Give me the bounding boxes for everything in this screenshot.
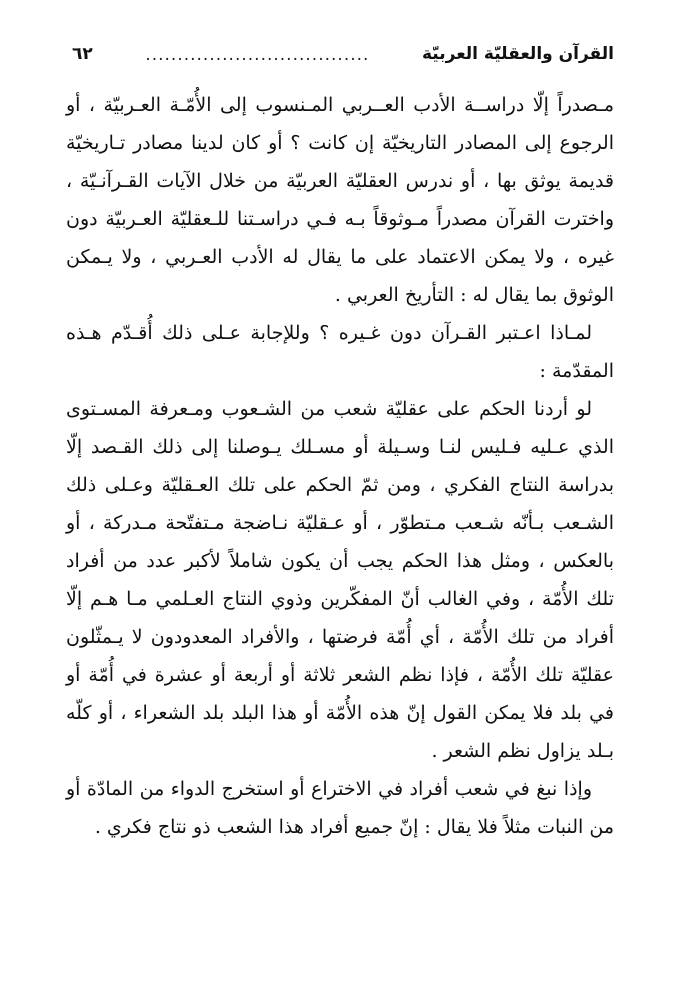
page-header — [66, 30, 614, 64]
paragraph-4: وإذا نبغ في شعب أفراد في الاختراع أو استخرج الدواء من المادّة أو من النبات مثلاً فلا يقال : إنّ جميع أفراد هذا الشعب ذو نتاج فكري . — [66, 778, 614, 838]
paragraph-2: لمـاذا اعـتبر القـرآن دون غـيره ؟ وللإجابة عـلى ذلك أُقـدّم هـذه المقدّمة : — [66, 322, 614, 382]
body-text — [66, 86, 614, 846]
paragraph-1: مـصدراً إلّا دراســة الأدب العــربي المـنسوب إلى الأُمّـة العـربيّة ، أو الرجوع إلى المصادر التاريخيّة إن كانت ؟ أو كان لدينا مصادر تـاريخيّة قديمة يوثق بها ، أو ندرس العقليّة العربيّة من خلال الآيات القـرآنـيّة ، واخترت القرآن مصدراً مـوثوقاً بـه فـي دراسـتنا للـعقليّة العـربيّة دون غيره ، ولا يمكن الاعتماد على ما يقال له الأدب العـربي ، ولا يـمكن الوثوق بما يقال له : التأريخ العربي . — [66, 94, 614, 306]
page-number: ٦٢ — [72, 44, 93, 64]
header-dot-leader: ................................... — [145, 47, 370, 64]
running-title: القرآن والعقليّة العربيّة — [421, 44, 614, 64]
paragraph-3: لو أردنا الحكم على عقليّة شعب من الشـعوب ومـعرفة المسـتوى الذي عـليه فـليس لنـا وسـيلة أو مسـلك يـوصلنا إلى ذلك القـصد إلّا بدراسة النتاج الفكري ، ومن ثمّ الحكم على تلك العـقليّة وعـلى ذلك الشـعب بـأنّه شـعب مـتطوّر ، أو عـقليّة نـاضجة مـتفتّحة مـدركة ، أو بالعكس ، ومثل هذا الحكم يجب أن يكون شاملاً لأكبر عدد من أفراد تلك الأُمّة ، وفي الغالب أنّ المفكّرين وذوي النتاج العـلمي مـا هـم إلّا أفراد من تلك الأُمّة ، أي أُمّة فرضتها ، والأفراد المعدودون لا يـمثّلون عقليّة تلك الأُمّة ، فإذا نظم الشعر ثلاثة أو أربعة أو عشرة في أُمّة أو في بلد فلا يمكن القول إنّ هذه الأُمّة أو هذا البلد بلد الشعراء ، أو كلّه بـلد يزاول نظم الشعر . — [66, 398, 614, 762]
